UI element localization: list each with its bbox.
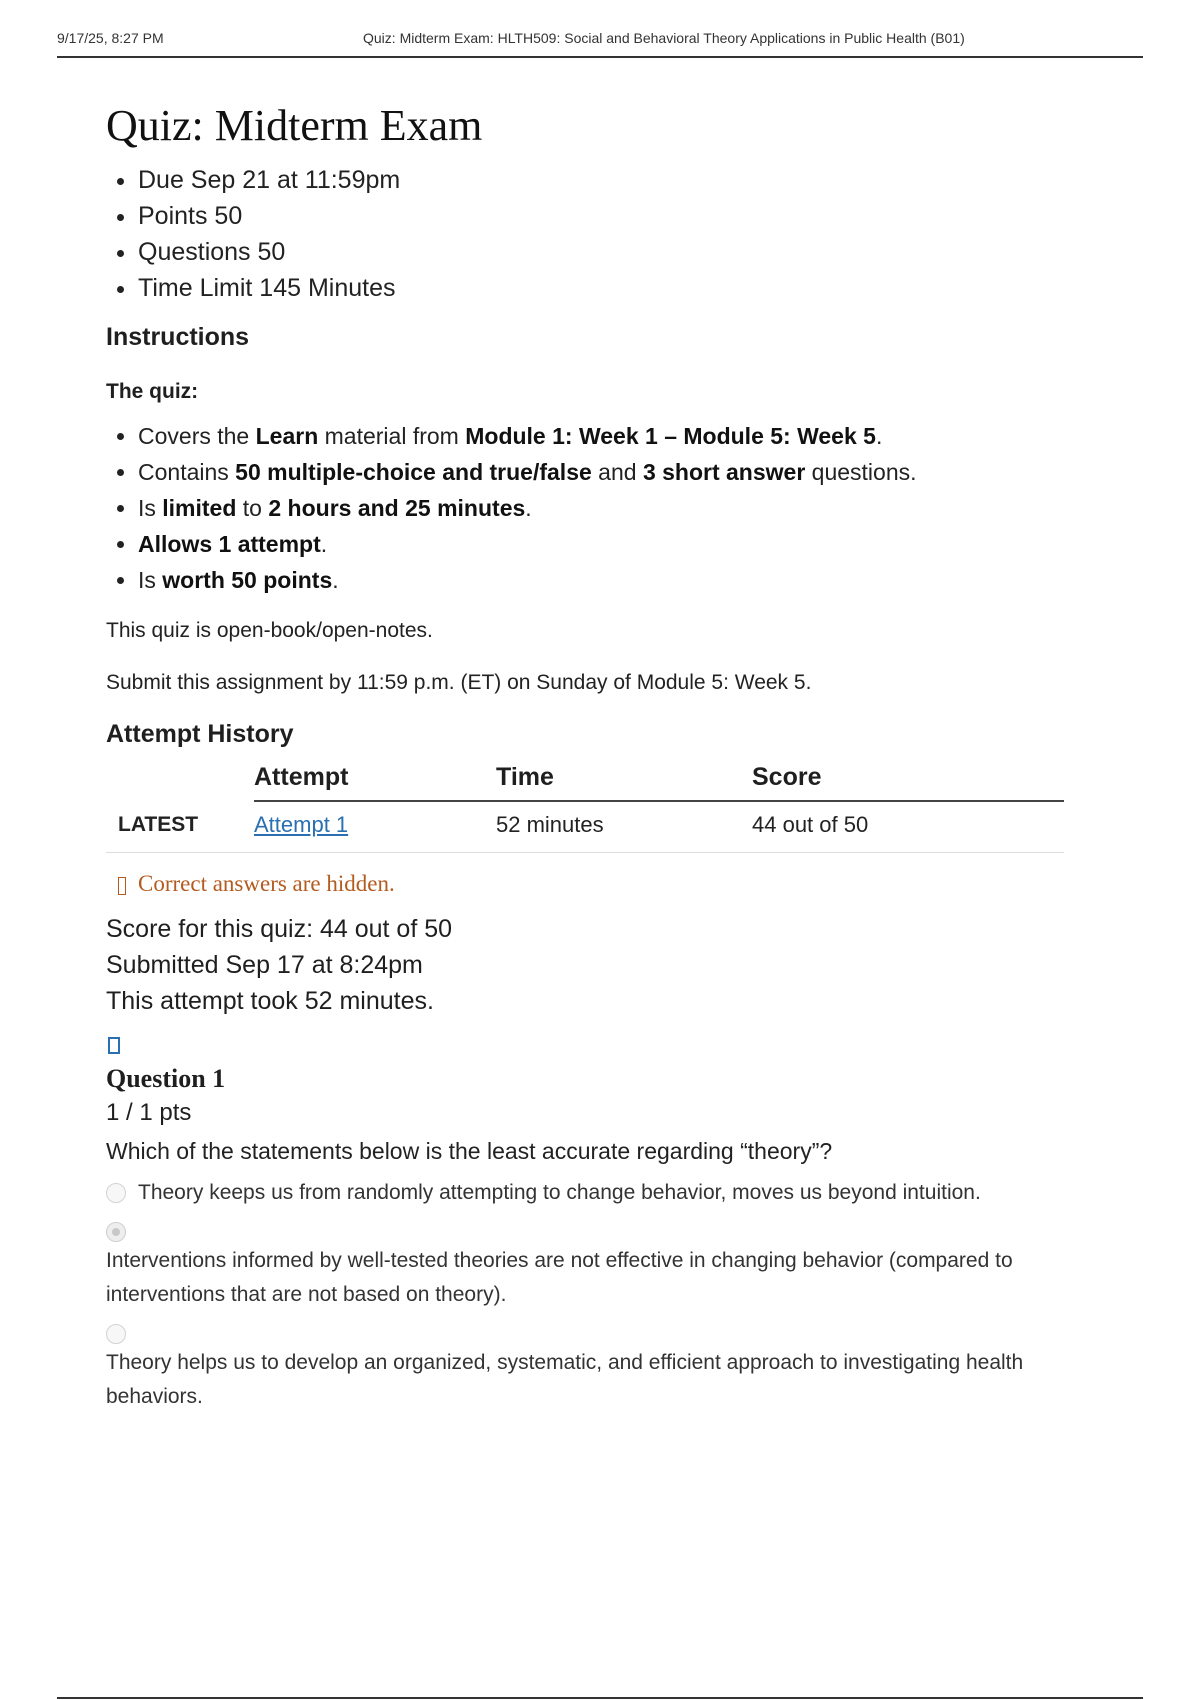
quiz-meta-list — [106, 162, 1066, 306]
time-cell: 52 minutes — [496, 801, 752, 853]
attempt-history-heading: Attempt History — [106, 720, 294, 748]
page-footer-rule — [57, 1697, 1143, 1699]
page-title: Quiz: Midterm Exam — [106, 101, 483, 150]
submit-note: Submit this assignment by 11:59 p.m. (ET) on Sunday of Module 5: Week 5. — [106, 671, 812, 694]
answer-text: Interventions informed by well-tested theories are not effective in changing behavior (compared to interventions that are not based on theory). — [106, 1249, 1013, 1306]
instructions-heading: Instructions — [106, 323, 250, 351]
instructions-lead: The quiz: — [106, 380, 199, 403]
answer-text: Theory helps us to develop an organized, systematic, and efficient approach to investigating health behaviors. — [106, 1351, 1024, 1408]
table-header-time: Time — [496, 759, 752, 801]
points: • Points 50 — [138, 198, 1066, 234]
quiz-content — [106, 100, 1066, 1414]
answer-radio[interactable] — [106, 1324, 126, 1344]
answers-hidden-text: Correct answers are hidden. — [138, 871, 395, 896]
print-datetime: 9/17/25, 8:27 PM — [57, 30, 164, 46]
score-cell: 44 out of 50 — [752, 801, 1064, 853]
question-text: Which of the statements below is the least accurate regarding “theory”? — [106, 1138, 833, 1164]
flag-question-icon[interactable] — [108, 1037, 120, 1054]
question-title: Question 1 — [106, 1064, 226, 1093]
score-summary — [106, 911, 1066, 1019]
instruction-item: • Contains 50 multiple-choice and true/false and 3 short answer questions. — [138, 454, 1066, 490]
instruction-item: • Is limited to 2 hours and 25 minutes. — [138, 490, 1066, 526]
attempt-link[interactable]: Attempt 1 — [254, 812, 349, 837]
latest-tag: LATEST — [106, 801, 254, 853]
table-header-score: Score — [752, 759, 1064, 801]
print-page-title: Quiz: Midterm Exam: HLTH509: Social and Behavioral Theory Applications in Public Health (B01) — [363, 30, 965, 46]
instruction-item: • Is worth 50 points. — [138, 562, 1066, 598]
info-icon — [118, 877, 126, 895]
open-book-note: This quiz is open-book/open-notes. — [106, 619, 433, 642]
time-limit: • Time Limit 145 Minutes — [138, 270, 1066, 306]
due-date: • Due Sep 21 at 11:59pm — [138, 162, 1066, 198]
attempt-history-table — [106, 759, 1064, 853]
instruction-item: • Covers the Learn material from Module 1: Week 1 – Module 5: Week 5. — [138, 418, 1066, 454]
question-points: 1 / 1 pts — [106, 1099, 192, 1126]
answer-option — [106, 1222, 1066, 1312]
instructions-list — [106, 418, 1066, 598]
answer-text: Theory keeps us from randomly attempting to change behavior, moves us beyond intuition. — [138, 1181, 981, 1204]
attempt-duration: This attempt took 52 minutes. — [106, 987, 434, 1015]
table-header-row — [106, 759, 1064, 801]
answer-option — [106, 1324, 1066, 1414]
answer-radio[interactable] — [106, 1183, 126, 1203]
submitted-time: Submitted Sep 17 at 8:24pm — [106, 951, 423, 979]
answer-option — [106, 1176, 1066, 1210]
table-header-blank — [106, 759, 254, 801]
table-row — [106, 801, 1064, 853]
question-count: • Questions 50 — [138, 234, 1066, 270]
attempt-cell — [254, 801, 496, 853]
print-header — [57, 30, 1143, 58]
answer-radio-selected[interactable] — [106, 1222, 126, 1242]
answers-hidden-notice — [118, 871, 1066, 897]
instruction-item: • Allows 1 attempt. — [138, 526, 1066, 562]
quiz-score: Score for this quiz: 44 out of 50 — [106, 915, 453, 943]
table-header-attempt: Attempt — [254, 759, 496, 801]
